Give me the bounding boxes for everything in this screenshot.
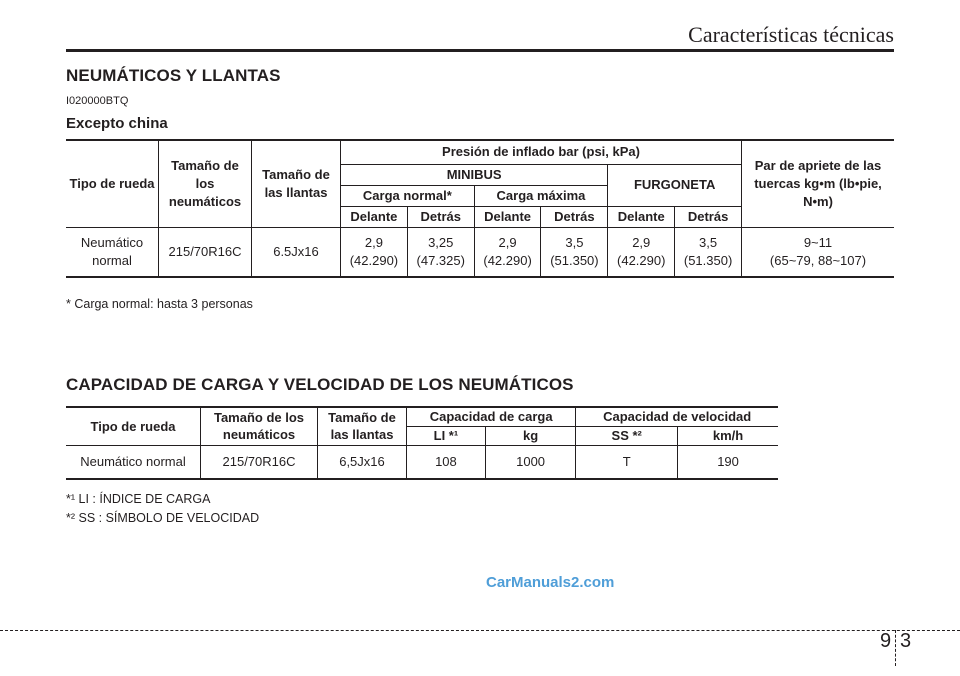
cell-tire-size: 215/70R16C [201, 445, 318, 479]
cell-rim-size: 6.5Jx16 [252, 227, 341, 277]
cell-li: 108 [407, 445, 486, 479]
page-number-separator [895, 630, 896, 666]
subheading-except-china: Excepto china [66, 115, 168, 132]
tire-pressure-table [66, 139, 894, 278]
th-load-capacity: Capacidad de carga [407, 407, 576, 426]
th-front: Delante [474, 206, 541, 227]
load-speed-table [66, 406, 778, 480]
table-row [66, 445, 778, 479]
header-rule [66, 49, 894, 52]
watermark-link[interactable]: CarManuals2.com [486, 574, 615, 591]
th-wheel-type: Tipo de rueda [66, 407, 201, 445]
page-chapter-number: 9 [880, 630, 892, 652]
cell-pressure: 2,9 (42.290) [341, 227, 408, 277]
th-front: Delante [341, 206, 408, 227]
th-rear: Detrás [407, 206, 474, 227]
th-kg: kg [485, 426, 575, 445]
th-rim-size: Tamaño de las llantas [318, 407, 407, 445]
running-header-title: Características técnicas [688, 22, 894, 47]
th-li: LI *¹ [407, 426, 486, 445]
th-tire-size: Tamaño de los neumáticos [159, 140, 252, 227]
th-kmh: km/h [678, 426, 778, 445]
th-max-load: Carga máxima [474, 185, 608, 206]
cell-kg: 1000 [485, 445, 575, 479]
table-row [66, 227, 894, 277]
footnote-load-index: *¹ LI : ÍNDICE DE CARGA [66, 492, 211, 506]
th-ss: SS *² [576, 426, 678, 445]
th-van: FURGONETA [608, 164, 742, 206]
cell-rim-size: 6,5Jx16 [318, 445, 407, 479]
cell-pressure: 3,5 (51.350) [675, 227, 742, 277]
th-torque: Par de apriete de las tuercas kg•m (lb•pie, N•m) [742, 140, 895, 227]
th-rear: Detrás [675, 206, 742, 227]
th-tire-size: Tamaño de los neumáticos [201, 407, 318, 445]
cell-pressure: 3,25 (47.325) [407, 227, 474, 277]
cell-pressure: 3,5 (51.350) [541, 227, 608, 277]
th-rim-size: Tamaño de las llantas [252, 140, 341, 227]
footer-rule [0, 630, 960, 631]
cell-kmh: 190 [678, 445, 778, 479]
th-rear: Detrás [541, 206, 608, 227]
cell-pressure: 2,9 (42.290) [608, 227, 675, 277]
th-pressure: Presión de inflado bar (psi, kPa) [341, 140, 742, 164]
th-front: Delante [608, 206, 675, 227]
th-normal-load: Carga normal* [341, 185, 475, 206]
footnote-normal-load: * Carga normal: hasta 3 personas [66, 297, 253, 311]
cell-wheel-type: Neumático normal [66, 445, 201, 479]
th-wheel-type: Tipo de rueda [66, 140, 159, 227]
cell-wheel-type: Neumático normal [66, 227, 159, 277]
section-heading-load-speed: CAPACIDAD DE CARGA Y VELOCIDAD DE LOS NEUMÁTICOS [66, 375, 574, 394]
footnote-speed-symbol: *² SS : SÍMBOLO DE VELOCIDAD [66, 511, 260, 525]
th-minibus: MINIBUS [341, 164, 608, 185]
section-code: I020000BTQ [66, 95, 129, 107]
section-heading-tires: NEUMÁTICOS Y LLANTAS [66, 66, 281, 85]
cell-ss: T [576, 445, 678, 479]
cell-torque: 9~11 (65~79, 88~107) [742, 227, 895, 277]
cell-tire-size: 215/70R16C [159, 227, 252, 277]
page-number: 3 [900, 630, 912, 652]
cell-pressure: 2,9 (42.290) [474, 227, 541, 277]
th-speed-capacity: Capacidad de velocidad [576, 407, 778, 426]
